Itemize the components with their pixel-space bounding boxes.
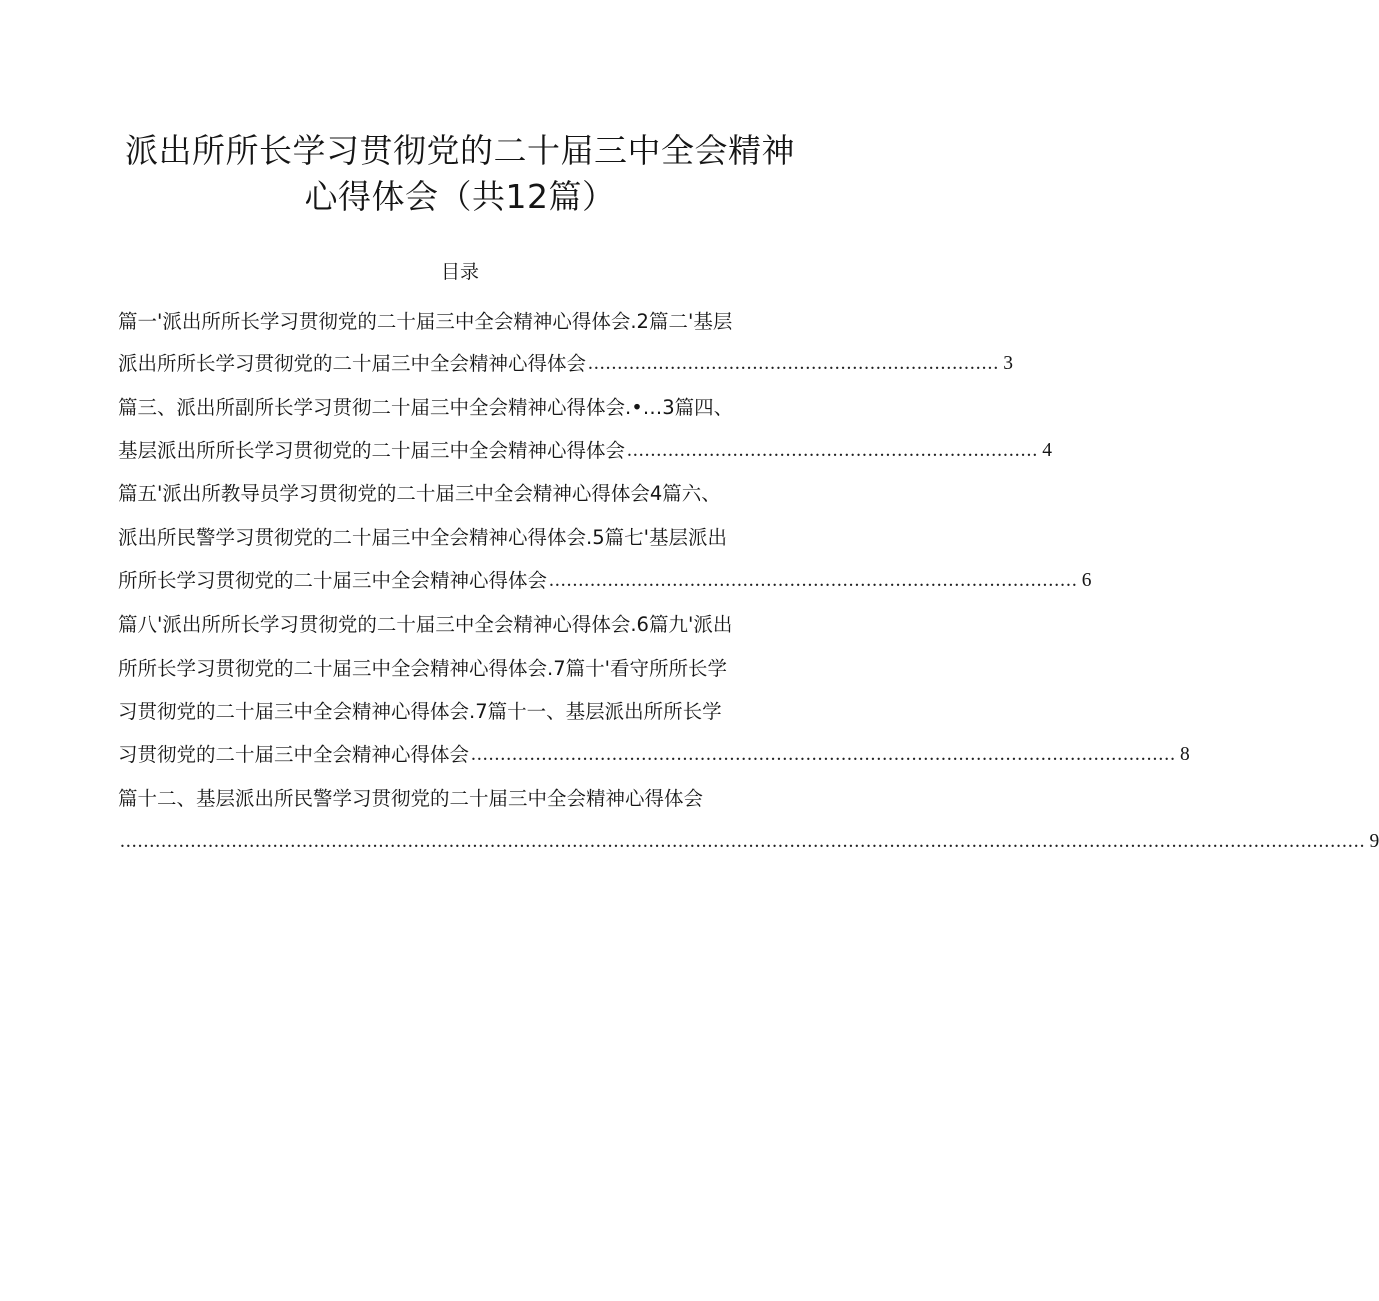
toc-line-text: 篇八'派出所所长学习贯彻党的二十届三中全会精神心得体会.6篇九'派出 [118, 613, 733, 636]
toc-heading: 目录 [440, 261, 479, 283]
toc-line-text: 所所长学习贯彻党的二十届三中全会精神心得体会.7篇十'看守所所长学 [118, 657, 727, 680]
toc-dot-leader: ...................................................................... [588, 353, 1000, 374]
toc-dot-leader: ...................................................................... [627, 440, 1039, 461]
toc-dot-leader: .......................................................................................... [549, 570, 1078, 591]
toc-line[interactable] [118, 479, 840, 509]
toc-dot-leader: .................................................................................................................................................................................................................... [120, 831, 1366, 852]
toc-line[interactable] [118, 784, 840, 814]
toc-page-number: 4 [1042, 440, 1053, 461]
toc-line[interactable] [118, 393, 840, 423]
toc-entry-title: 派出所所长学习贯彻党的二十届三中全会精神心得体会 [118, 352, 587, 375]
toc-line-text: 篇一'派出所所长学习贯彻党的二十届三中全会精神心得体会.2篇二'基层 [118, 310, 733, 333]
document-title-line-1: 派出所所长学习贯彻党的二十届三中全会精神 [125, 131, 795, 170]
toc-line[interactable] [118, 523, 840, 553]
toc-entry-11[interactable] [118, 740, 1190, 770]
toc-dot-leader: ........................................................................................................................ [471, 744, 1177, 765]
toc-line-text: 篇十二、基层派出所民警学习贯彻党的二十届三中全会精神心得体会 [118, 787, 704, 810]
toc-line[interactable] [118, 307, 840, 337]
toc-line[interactable] [118, 654, 840, 684]
toc-line-text: 派出所民警学习贯彻党的二十届三中全会精神心得体会.5篇七'基层派出 [118, 526, 727, 549]
toc-entry-7[interactable] [118, 566, 1092, 596]
toc-page-number: 3 [1003, 353, 1014, 374]
toc-entry-title: 习贯彻党的二十届三中全会精神心得体会 [118, 743, 470, 766]
toc-line-text: 篇三、派出所副所长学习贯彻二十届三中全会精神心得体会.•…3篇四、 [118, 396, 734, 419]
toc-page-number: 9 [1369, 831, 1379, 852]
toc-entry-12-page[interactable] [118, 827, 1379, 857]
toc-line[interactable] [118, 610, 840, 640]
toc-line-text: 习贯彻党的二十届三中全会精神心得体会.7篇十一、基层派出所所长学 [118, 700, 722, 723]
toc-entry-title: 基层派出所所长学习贯彻党的二十届三中全会精神心得体会 [118, 439, 626, 462]
toc-entry-4[interactable] [118, 436, 1053, 466]
toc-page-number: 6 [1081, 570, 1092, 591]
toc-line-text: 篇五'派出所教导员学习贯彻党的二十届三中全会精神心得体会4篇六、 [118, 482, 721, 505]
document-title-line-2: 心得体会（共12篇） [304, 177, 616, 216]
toc-page-number: 8 [1180, 744, 1190, 765]
toc-line[interactable] [118, 697, 840, 727]
toc-entry-title: 所所长学习贯彻党的二十届三中全会精神心得体会 [118, 569, 548, 592]
toc-entry-2[interactable] [118, 349, 1014, 379]
